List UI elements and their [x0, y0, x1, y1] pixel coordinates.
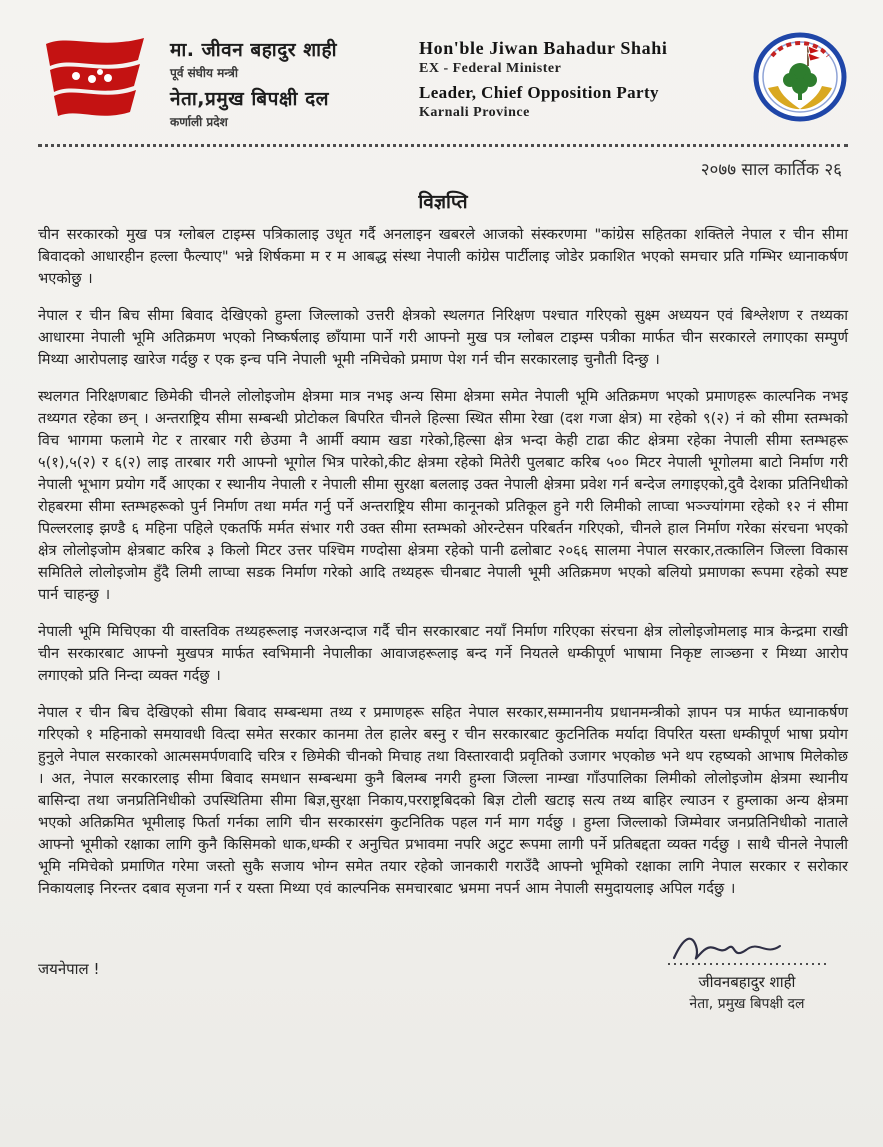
signer-title: नेता, प्रमुख बिपक्षी दल [689, 996, 805, 1012]
header-nepali-block [170, 30, 405, 130]
paragraph-2: नेपाल र चीन बिच सीमा बिवाद देखिएको हुम्ला जिल्लाको उत्तरी क्षेत्रको स्थलगत निरिक्षण पश्चात गरिएको सुक्ष्म अध्ययन एवं बिश्लेशण र तथ्यका आधारमा नेपाली भूमि अतिक्रमण भएको निष्कर्षलाइ छाँयामा पार्ने गरी आफ्नो मुख पत्र ग्लोबल टाइम्स पत्रीका मार्फत चीन सरकारले लगाएका सम्पुर्ण मिथ्या आरोपलाइ खारेज गर्दछु र एक इन्च पनि नेपाली भूमी नमिचेको प्रमाण पेश गर्न चीन सरकारलाइ चुनौती दिन्छु । [38, 307, 848, 368]
signer-name: जीवनबहादुर शाही [698, 973, 796, 991]
header-name-nepali: मा. जीवन बहादुर शाही [170, 39, 338, 61]
province-emblem-icon [752, 30, 848, 122]
paragraph-4: नेपाली भूमि मिचिएका यी वास्तविक तथ्यहरूलाइ नजरअन्दाज गर्दै चीन सरकारबाट नयाँ निर्माण गरिएका संरचना क्षेत्र लोलोइजोमलाइ मात्र केन्द्रमा राखी चीन सरकारबाट आफ्नो मुखपत्र मार्फत स्वभिमानी नेपालीका आवाजहरूलाइ बन्द गर्ने नियतले धम्कीपूर्ण भाषामा निकृष्ट लाञ्छना र मिथ्या आरोप लगाएको प्रति निन्दा व्यक्त गर्दछु । [38, 623, 848, 684]
paragraph-1: चीन सरकारको मुख पत्र ग्लोबल टाइम्स पत्रिकालाइ उधृत गर्दै अनलाइन खबरले आजको संस्करणमा "कांग्रेस सहितका शक्तिले नेपाल र चीन सीमा बिवादको आधारहीन हल्ला फैल्याए" भन्ने शिर्षकमा म र म आबद्ध संस्था नेपाली कांग्रेस पार्टीलाइ जोडेर प्रकाशित भएको समचार प्रति गम्भिर ध्यानाकर्षण भएकोछु । [38, 226, 848, 287]
date-line: २०७७ साल कार्तिक २६ [700, 160, 842, 180]
paragraph-3: स्थलगत निरिक्षणबाट छिमेकी चीनले लोलोइजोम क्षेत्रमा मात्र नभइ अन्य सिमा क्षेत्रमा समेत नेपाली भूमि अतिक्रमण भएको प्रमाणहरू काल्पनिक नभइ तथ्यगत रहेका छन् । अन्तराष्ट्रिय सीमा सम्बन्धी प्रोटोकल बिपरित चीनले हिल्सा स्थित सीमा रेखा (दश गजा क्षेत्र) मा रहेको ९(२) नं को सीमा स्तम्भको विच भागमा फलामे गेट र तारबार गरी छेउमा नै आर्मी क्याम खडा गरेको,हिल्सा क्षेत्र भन्दा केही टाढा कीट क्षेत्रमा रहेका नेपाली सीमा स्तम्भहरू ५(१),५(२) र ६(२) लाइ तारबार गरी आफ्नो भूगोल भित्र पारेको,कीट क्षेत्रमा रहेको मितेरी पुलबाट करिब ५०० मिटर नेपाली भूगोलमा बाटो निर्माण गरी नेपाली भूभाग प्रयोग गर्दै आएका र स्थानीय नेपाली र नेपाली सीमा सुरक्षा बललाइ उक्त नेपाली क्षेत्रमा प्रवेश गर्न बन्देज लगाइएको,दुवै देशका प्रतिनिधीको रोहबरमा सीमा स्तम्भहरूको पुर्न निर्माण तथा मर्मत गर्नु पर्ने अन्तराष्ट्रिय सीमा कानूनको प्रतिकूल हुने गरी लिमीको लाप्चा भञ्ज्यांगमा रहेको १२ नं सीमा पिल्लरलाइ झण्डै ६ महिना पहिले एकतर्फि मर्मत संभार गरी उक्त सीमा स्तम्भको ओरन्टेसन परिबर्तन गरिएको, चीनले हाल निर्माण गरेका संरचना भएको क्षेत्र लोलोइजोम क्षेत्रबाट करिब ३ किलो मिटर उत्तर पश्चिम गण्दोसा क्षेत्रमा रहेको पानी ढलोबाट २०६६ सालमा नेपाल सरकार,तत्कालिन जिल्ला विकास समितिले लोलोइजोम हुँदै लिमी लाप्चा सडक निर्माण गरेको आदि तथ्यहरू चीनबाट नेपाली भूमी अतिक्रमण भएको बलियो प्रमाणका रूपमा रहेको स्पष्ट पार्न चाहन्छु । [38, 388, 848, 603]
document-title: विज्ञप्ति [418, 191, 468, 213]
header-english-block [419, 30, 738, 121]
letterhead [38, 30, 848, 130]
header-leader-nepali: नेता,प्रमुख बिपक्षी दल [170, 88, 330, 110]
header-exminister-nepali: पूर्व संघीय मन्त्री [170, 66, 238, 80]
header-province-english: Karnali Province [419, 105, 530, 120]
footer-row [38, 926, 848, 1013]
party-flag-icon [38, 30, 156, 122]
dotted-separator [38, 144, 848, 147]
header-leader-english: Leader, Chief Opposition Party [419, 83, 659, 102]
signature-block [662, 926, 848, 1013]
closing-salutation: जयनेपाल ! [38, 960, 100, 978]
letter-body [38, 224, 848, 900]
header-name-english: Hon'ble Jiwan Bahadur Shahi [419, 38, 668, 58]
signature-icon [662, 926, 832, 972]
paragraph-5: नेपाल र चीन बिच देखिएको सीमा बिवाद सम्बन्धमा तथ्य र प्रमाणहरू सहित नेपाल सरकार,सम्माननीय प्रधानमन्त्रीको ज्ञापन पत्र मार्फत ध्यानाकर्षण गरिएको १ महिनाको समयावधी वित्दा समेत सरकार कानमा तेल हालेर बस्नु र चीन सरकारबाट कुटनितिक मर्यादा विपरित यस्ता धम्कीपूर्ण भाषा प्रयोग हुनुले नेपाल सरकारको आत्मसमर्पणवादि चरित्र र छिमेकी चीनको मिचाह तथा विस्तारवादी प्रवृतिको उजागर भएकोछ भने थप रहष्यको आभाष मिलेकोछ । अत, नेपाल सरकारलाइ सीमा बिवाद समधान सम्बन्धमा कुनै बिलम्ब नगरी हुम्ला जिल्ला नाम्खा गाँउपालिका लिमीको लोलोइजोम क्षेत्रमा स्थानीय बासिन्दा तथा जनप्रतिनिधीको उपस्थितिमा सीमा बिज्ञ,सुरक्षा निकाय,परराष्ट्रबिदको बिज्ञ टोली खटाइ सत्य तथ्य बाहिर ल्याउन र हुम्लाका अन्य क्षेत्रमा भएको अतिक्रमित भूमीलाइ फिर्ता गर्नका लागि चीन सरकारसंग कुटनितिक पहल गर्न माग गर्दछु । हुम्ला जिल्लाको जिम्मेवार जनप्रतिनिधीको नाताले आफ्नो भूमीको रक्षाका लागि कुनै किसिमको धाक,धम्की र अनुचित प्रभावमा नपरि अटुट रूपमा लागी पर्ने प्रतिबद्दता व्यक्त गर्दछु । साथै चीनले नेपाली भूमि नमिचेको प्रमाणित गरेमा जस्तो सुकै सजाय भोग्न समेत तयार रहेको जानकारी गराउँदै आफ्नो भूमिको रक्षाका लागि नेपाल सरकार र सरोकार निकायलाइ निरन्तर दबाव सृजना गर्न र यस्ता मिथ्या एवं काल्पनिक समचारबाट भ्रममा नपर्न आम नेपाली समुदायलाइ अपिल गर्दछु । [38, 704, 848, 897]
header-exminister-english: EX - Federal Minister [419, 61, 562, 76]
header-province-nepali: कर्णाली प्रदेश [170, 115, 228, 129]
